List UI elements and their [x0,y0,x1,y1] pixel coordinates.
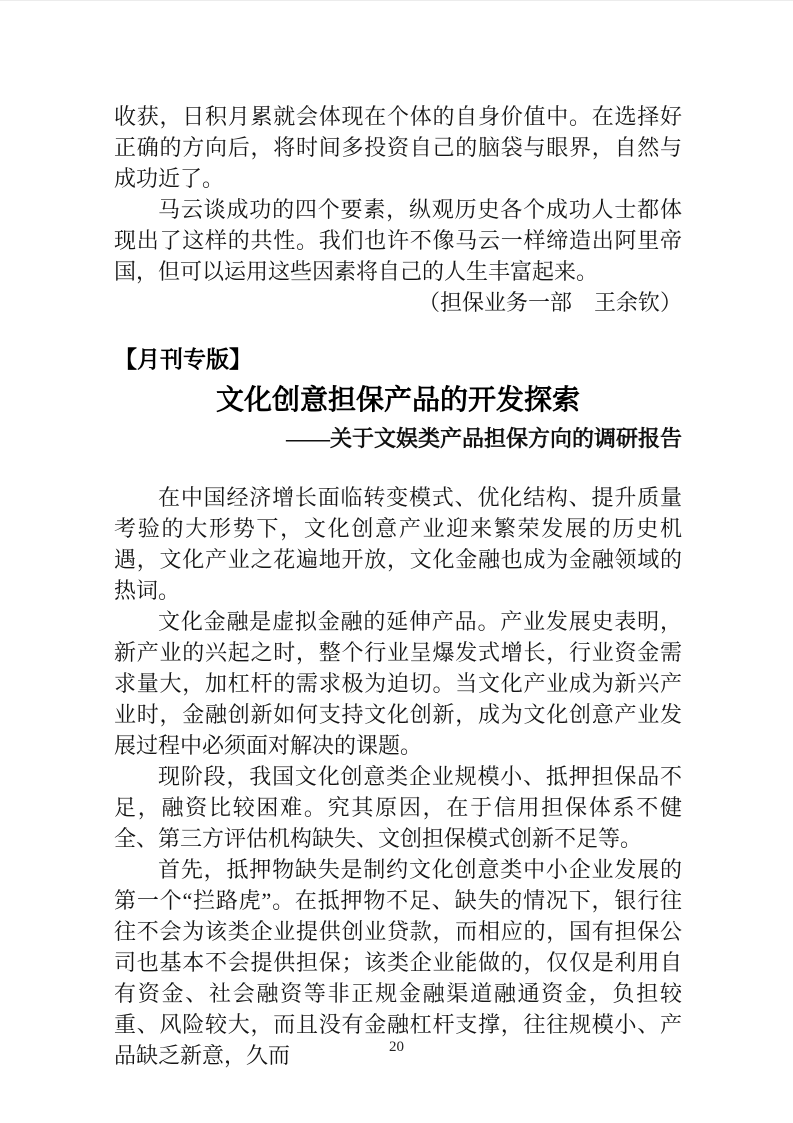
section-tag: 【月刊专版】 [114,347,252,372]
article-subtitle: ——关于文娱类产品担保方向的调研报告 [285,426,682,451]
text-block [114,101,682,1071]
article-title: 文化创意担保产品的开发探索 [215,384,580,415]
continuation-paragraph-2: 马云谈成功的四个要素，纵观历史各个成功人士都体现出了这样的共性。我们也许不像马云一样缔造出阿里帝国，但可以运用这些因素将自己的人生丰富起来。 [114,197,682,284]
article-body [114,482,682,1071]
article-paragraph-1: 在中国经济增长面临转变模式、优化结构、提升质量考验的大形势下，文化创意产业迎来繁荣发展的历史机遇，文化产业之花遍地开放，文化金融也成为金融领域的热词。 [114,485,682,603]
page-number: 20 [389,1039,404,1055]
article-paragraph-4: 首先，抵押物缺失是制约文化创意类中小企业发展的第一个“拦路虎”。在抵押物不足、缺失的情况下，银行往往不会为该类企业提供创业贷款，而相应的，国有担保公司也基本不会提供担保；该类企业能做的，仅仅是利用自有资金、社会融资等非正规金融渠道融通资金，负担较重、风险较大，而且没有金融杠杆支撑，往往规模小、产品缺乏新意，久而 [114,857,682,1068]
article-paragraph-3: 现阶段，我国文化创意类企业规模小、抵押担保品不足，融资比较困难。究其原因，在于信用担保体系不健全、第三方评估机构缺失、文创担保模式创新不足等。 [114,764,682,851]
continuation-paragraph-1: 收获，日积月累就会体现在个体的自身价值中。在选择好正确的方向后，将时间多投资自己的脑袋与眼界，自然与成功近了。 [114,104,682,191]
author-attribution: （担保业务一部 王余钦） [417,290,682,315]
article-paragraph-2: 文化金融是虚拟金融的延伸产品。产业发展史表明，新产业的兴起之时，整个行业呈爆发式增长，行业资金需求量大，加杠杆的需求极为迫切。当文化产业成为新兴产业时，金融创新如何支持文化创新，成为文化创意产业发展过程中必须面对解决的课题。 [114,609,682,758]
